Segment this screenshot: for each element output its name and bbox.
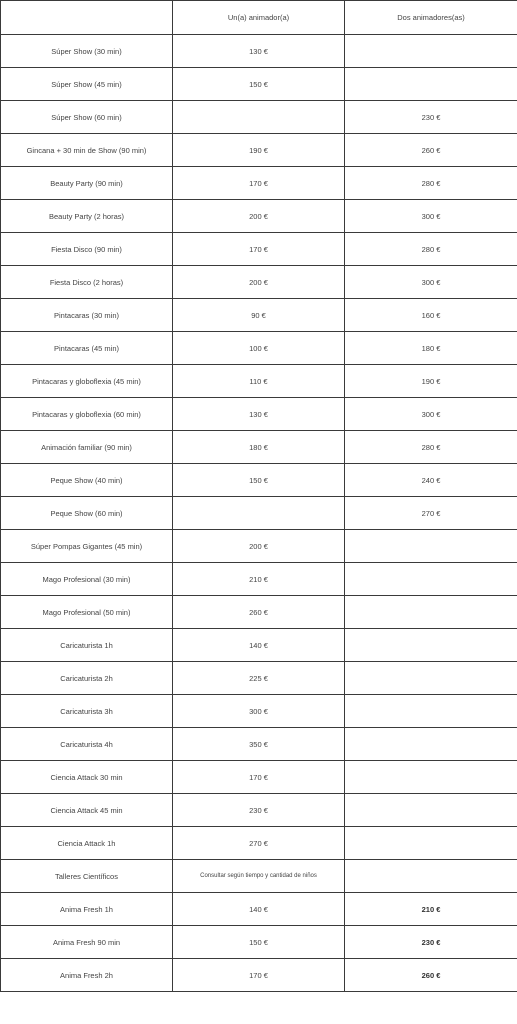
table-row [1, 332, 517, 365]
two-animators-price: 300 € [345, 266, 517, 299]
service-cell: Caricaturista 1h [1, 629, 173, 662]
service-cell: Súper Show (45 min) [1, 68, 173, 101]
table-body [1, 35, 517, 992]
one-animator-price: 110 € [173, 365, 345, 398]
service-cell: Súper Pompas Gigantes (45 min) [1, 530, 173, 563]
table-row [1, 497, 517, 530]
two-animators-price: 280 € [345, 167, 517, 200]
two-animators-price [345, 68, 517, 101]
service-cell: Caricaturista 2h [1, 662, 173, 695]
two-animators-price [345, 761, 517, 794]
one-animator-price: 190 € [173, 134, 345, 167]
table-row [1, 728, 517, 761]
table-row [1, 761, 517, 794]
table-header [1, 1, 517, 35]
service-cell: Pintacaras y globoflexia (60 min) [1, 398, 173, 431]
two-animators-price [345, 827, 517, 860]
one-animator-price: 230 € [173, 794, 345, 827]
table-row [1, 563, 517, 596]
table-row [1, 134, 517, 167]
two-animators-price: 280 € [345, 233, 517, 266]
one-animator-price: 90 € [173, 299, 345, 332]
two-animators-price [345, 629, 517, 662]
two-animators-price: 180 € [345, 332, 517, 365]
service-cell: Beauty Party (90 min) [1, 167, 173, 200]
table-row [1, 299, 517, 332]
service-cell: Gincana + 30 min de Show (90 min) [1, 134, 173, 167]
service-cell: Beauty Party (2 horas) [1, 200, 173, 233]
one-animator-price: 200 € [173, 530, 345, 563]
header-two-animators: Dos animadores(as) [345, 1, 517, 35]
two-animators-price [345, 794, 517, 827]
service-cell: Pintacaras y globoflexia (45 min) [1, 365, 173, 398]
one-animator-price: 150 € [173, 68, 345, 101]
service-cell: Anima Fresh 90 min [1, 926, 173, 959]
two-animators-price: 160 € [345, 299, 517, 332]
two-animators-price: 270 € [345, 497, 517, 530]
one-animator-price: Consultar según tiempo y cantidad de niños [173, 860, 345, 893]
one-animator-price: 180 € [173, 431, 345, 464]
one-animator-price: 170 € [173, 167, 345, 200]
table-row [1, 464, 517, 497]
one-animator-price [173, 101, 345, 134]
table-row [1, 35, 517, 68]
table-row [1, 530, 517, 563]
service-cell: Peque Show (40 min) [1, 464, 173, 497]
two-animators-price: 230 € [345, 926, 517, 959]
two-animators-price: 260 € [345, 134, 517, 167]
two-animators-price [345, 728, 517, 761]
two-animators-price: 230 € [345, 101, 517, 134]
two-animators-price: 240 € [345, 464, 517, 497]
table-row [1, 695, 517, 728]
service-cell: Animación familiar (90 min) [1, 431, 173, 464]
table-row [1, 662, 517, 695]
header-one-animator: Un(a) animador(a) [173, 1, 345, 35]
one-animator-price: 210 € [173, 563, 345, 596]
two-animators-price [345, 662, 517, 695]
service-cell: Súper Show (30 min) [1, 35, 173, 68]
table-row [1, 266, 517, 299]
service-cell: Anima Fresh 2h [1, 959, 173, 992]
two-animators-price: 300 € [345, 398, 517, 431]
service-cell: Fiesta Disco (90 min) [1, 233, 173, 266]
two-animators-price: 280 € [345, 431, 517, 464]
two-animators-price [345, 695, 517, 728]
table-row [1, 398, 517, 431]
service-cell: Pintacaras (30 min) [1, 299, 173, 332]
table-row [1, 596, 517, 629]
service-cell: Ciencia Attack 1h [1, 827, 173, 860]
one-animator-price: 130 € [173, 398, 345, 431]
two-animators-price [345, 530, 517, 563]
service-cell: Ciencia Attack 45 min [1, 794, 173, 827]
one-animator-price: 225 € [173, 662, 345, 695]
two-animators-price [345, 860, 517, 893]
one-animator-price: 130 € [173, 35, 345, 68]
one-animator-price: 270 € [173, 827, 345, 860]
table-row [1, 167, 517, 200]
table-row [1, 629, 517, 662]
two-animators-price: 300 € [345, 200, 517, 233]
one-animator-price: 170 € [173, 959, 345, 992]
one-animator-price: 150 € [173, 464, 345, 497]
header-row [1, 1, 517, 35]
service-cell: Mago Profesional (50 min) [1, 596, 173, 629]
service-cell: Anima Fresh 1h [1, 893, 173, 926]
two-animators-price [345, 596, 517, 629]
one-animator-price: 140 € [173, 629, 345, 662]
table-row [1, 893, 517, 926]
table-row [1, 959, 517, 992]
service-cell: Caricaturista 4h [1, 728, 173, 761]
one-animator-price: 170 € [173, 233, 345, 266]
table-row [1, 101, 517, 134]
service-cell: Fiesta Disco (2 horas) [1, 266, 173, 299]
service-cell: Pintacaras (45 min) [1, 332, 173, 365]
table-row [1, 926, 517, 959]
table-row [1, 68, 517, 101]
service-cell: Mago Profesional (30 min) [1, 563, 173, 596]
service-cell: Talleres Científicos [1, 860, 173, 893]
one-animator-price: 260 € [173, 596, 345, 629]
one-animator-price: 140 € [173, 893, 345, 926]
one-animator-price: 150 € [173, 926, 345, 959]
one-animator-price: 300 € [173, 695, 345, 728]
table-row [1, 860, 517, 893]
header-service [1, 1, 173, 35]
one-animator-price: 200 € [173, 266, 345, 299]
one-animator-price: 100 € [173, 332, 345, 365]
two-animators-price [345, 35, 517, 68]
table-row [1, 794, 517, 827]
two-animators-price [345, 563, 517, 596]
two-animators-price: 210 € [345, 893, 517, 926]
table-row [1, 365, 517, 398]
service-cell: Peque Show (60 min) [1, 497, 173, 530]
service-cell: Ciencia Attack 30 min [1, 761, 173, 794]
table-row [1, 431, 517, 464]
one-animator-price: 200 € [173, 200, 345, 233]
one-animator-price: 170 € [173, 761, 345, 794]
service-cell: Caricaturista 3h [1, 695, 173, 728]
one-animator-price: 350 € [173, 728, 345, 761]
two-animators-price: 190 € [345, 365, 517, 398]
table-row [1, 827, 517, 860]
one-animator-price [173, 497, 345, 530]
two-animators-price: 260 € [345, 959, 517, 992]
service-cell: Súper Show (60 min) [1, 101, 173, 134]
table-row [1, 200, 517, 233]
table-row [1, 233, 517, 266]
